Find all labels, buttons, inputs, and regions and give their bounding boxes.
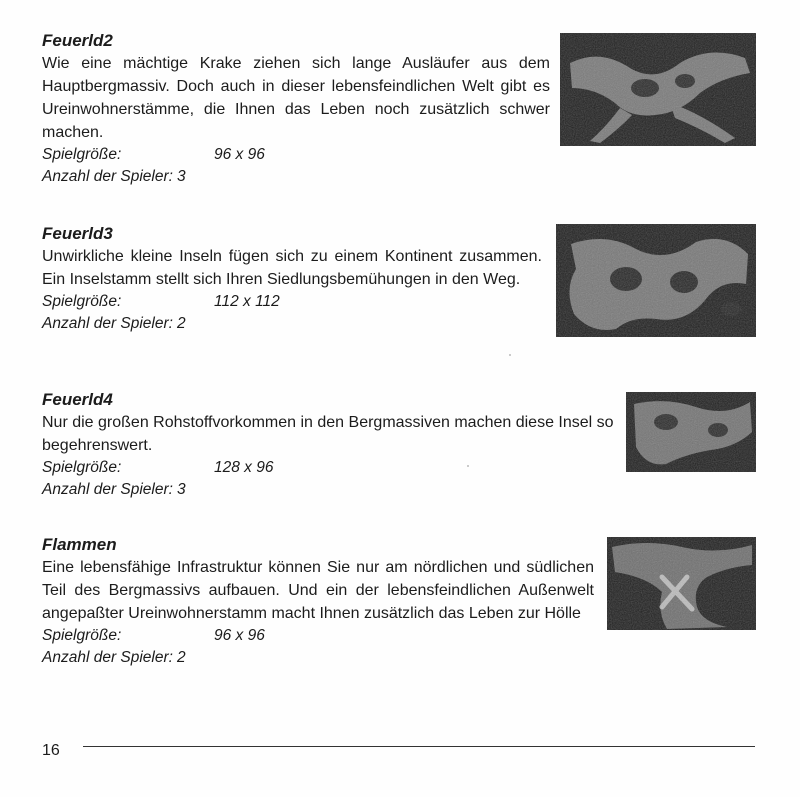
- terrain-image: [560, 33, 756, 146]
- terrain-image: [626, 392, 756, 472]
- entry-description: Wie eine mächtige Krake ziehen sich lange Ausläufer aus dem Hauptbergmassiv. Doch auch in dieser lebensfeindlichen Welt gibt es Ureinwohnerstämme, die Ihnen das Leben noch zusätzlich schwer machen.: [42, 55, 550, 141]
- player-count-row: [42, 479, 618, 501]
- player-count-value: 3: [176, 168, 186, 185]
- entry-title: Feuerld4: [42, 390, 113, 409]
- player-count-value: 3: [176, 481, 186, 498]
- player-count-label: Anzahl der Spieler:: [42, 481, 173, 498]
- map-preview-flammen: [607, 537, 756, 630]
- player-count-label: Anzahl der Spieler:: [42, 315, 173, 332]
- terrain-image: [556, 224, 756, 337]
- map-size-label: Spielgröße:: [42, 293, 122, 310]
- entry-description: Unwirkliche kleine Inseln fügen sich zu einem Kontinent zusammen. Ein Inselstamm stellt sich Ihren Siedlungsbemühungen in den Weg.: [42, 248, 542, 288]
- map-size-label: Spielgröße:: [42, 146, 122, 163]
- map-entry-flammen: [42, 534, 594, 669]
- map-size-label: Spielgröße:: [42, 627, 122, 644]
- player-count-value: 2: [176, 649, 186, 666]
- map-size-label: Spielgröße:: [42, 459, 122, 476]
- print-speck: [509, 354, 511, 356]
- map-size-row: [42, 291, 542, 313]
- print-speck: [467, 465, 469, 467]
- page-number: 16: [42, 742, 60, 759]
- map-size-row: [42, 144, 550, 166]
- map-size-value: 128 x 96: [214, 459, 274, 476]
- map-size-value: 96 x 96: [214, 627, 265, 644]
- entry-description: Eine lebensfähige Infrastruktur können Sie nur am nördlichen und südlichen Teil des Bergmassivs aufbauen. Und ein der lebensfeindlichen Außenwelt angepaßter Ureinwohnerstamm macht Ihnen zusätzlich das Leben zur Hölle: [42, 559, 594, 622]
- map-entry-feuerld4: [42, 389, 618, 501]
- map-size-row: [42, 625, 594, 647]
- footer-divider: [83, 746, 755, 747]
- player-count-row: [42, 313, 542, 335]
- player-count-label: Anzahl der Spieler:: [42, 168, 173, 185]
- map-entry-feuerld2: [42, 30, 550, 188]
- entry-title: Flammen: [42, 535, 117, 554]
- entry-description: Nur die großen Rohstoffvorkommen in den Bergmassiven machen diese Insel so begehrenswert.: [42, 414, 614, 454]
- map-preview-feuerld3: [556, 224, 756, 337]
- player-count-row: [42, 166, 550, 188]
- player-count-value: 2: [176, 315, 186, 332]
- map-size-value: 112 x 112: [214, 293, 280, 310]
- map-preview-feuerld4: [626, 392, 756, 472]
- map-size-value: 96 x 96: [214, 146, 265, 163]
- player-count-label: Anzahl der Spieler:: [42, 649, 173, 666]
- entry-title: Feuerld3: [42, 224, 113, 243]
- map-size-row: [42, 457, 618, 479]
- player-count-row: [42, 647, 594, 669]
- entry-title: Feuerld2: [42, 31, 113, 50]
- map-entry-feuerld3: [42, 223, 542, 335]
- map-preview-feuerld2: [560, 33, 756, 146]
- terrain-image: [607, 537, 756, 630]
